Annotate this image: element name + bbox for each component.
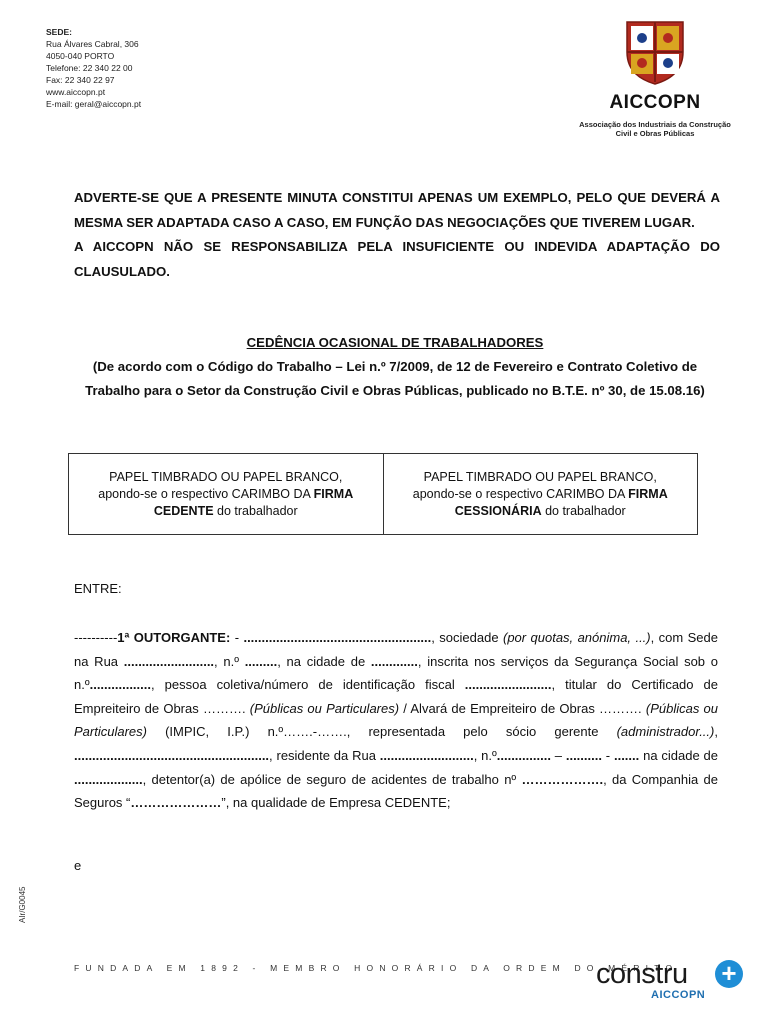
first-party-paragraph	[74, 626, 718, 815]
document-title: CEDÊNCIA OCASIONAL DE TRABALHADORES	[246, 335, 544, 350]
clause-text: , residente da Rua	[269, 747, 380, 763]
fill-blank: .............	[370, 653, 418, 669]
clause-text: (IMPIC, I.P.) n.º…….-……., representada pelo sócio gerente	[146, 724, 617, 740]
fill-blank: ...................	[74, 771, 143, 787]
coat-of-arms-icon	[613, 18, 697, 86]
letterhead-boxes	[68, 453, 698, 535]
clause-text: ,	[714, 724, 718, 740]
fill-blank: .................	[89, 677, 151, 693]
fill-blank: ........................	[464, 677, 552, 693]
logo-subtitle-line1: Associação dos Industriais da Construção	[579, 120, 731, 129]
clause-italic: (Públicas ou Particulares)	[249, 700, 400, 716]
document-title-block	[70, 331, 720, 403]
box-bold: CEDENTE	[153, 504, 214, 518]
clause-text: , pessoa coletiva/número de identificação fiscal	[151, 677, 465, 693]
fill-blank: ..........	[565, 747, 602, 763]
box-line: do trabalhador	[213, 504, 298, 518]
fill-blank: ...............	[496, 747, 551, 763]
box-line: PAPEL TIMBRADO OU PAPEL BRANCO,	[109, 470, 343, 484]
box-bold: CESSIONÁRIA	[454, 504, 542, 518]
clause-text: , n.º	[214, 653, 245, 669]
logo-subtitle-line2: Civil e Obras Públicas	[615, 129, 695, 138]
plus-icon: +	[715, 960, 743, 988]
letterhead-box-cedente	[69, 454, 383, 534]
box-line: apondo-se o respectivo CARIMBO DA	[98, 487, 314, 501]
clause-text: , da Companhia de Seguros “	[74, 771, 718, 811]
clause-text: , n.º	[473, 747, 497, 763]
clause-text: , inscrita nos serviços da Segurança Social sob o n.º	[74, 653, 718, 693]
warning-paragraph-2: A AICCOPN NÃO SE RESPONSABILIZA PELA INSUFICIENTE OU INDEVIDA ADAPTAÇÃO DO CLAUSULADO.	[74, 239, 720, 279]
clause-italic: (por quotas, anónima, ...)	[502, 630, 651, 645]
constru-wordmark: constru	[596, 958, 688, 990]
sede-address-block	[46, 26, 141, 110]
clause-text: na cidade de	[639, 747, 718, 763]
fill-blank: .........	[244, 653, 278, 669]
sede-street: Rua Álvares Cabral, 306	[46, 39, 139, 49]
clause-text: / Alvará de Empreiteiro de Obras ……….	[399, 700, 646, 716]
first-party-clause	[74, 626, 718, 815]
fill-blank: ....................................................	[243, 630, 432, 645]
logo-subtitle	[560, 120, 750, 138]
sede-email: E-mail: geral@aiccopn.pt	[46, 99, 142, 109]
first-party-label: 1ª OUTORGANTE:	[117, 630, 231, 645]
constru-logo	[596, 958, 756, 1008]
entre-label: ENTRE:	[74, 581, 122, 596]
fill-blank: ……………….	[521, 771, 604, 787]
side-document-code: AIr/G0045	[18, 886, 27, 923]
box-bold: FIRMA	[628, 487, 668, 501]
clause-text: -	[601, 747, 614, 763]
clause-text: , sociedade	[431, 630, 503, 645]
box-line: PAPEL TIMBRADO OU PAPEL BRANCO,	[423, 470, 657, 484]
fill-blank: …………………	[130, 795, 222, 811]
letterhead-box-cessionaria	[383, 454, 698, 534]
logo-name: AICCOPN	[609, 92, 701, 113]
clause-italic: (administrador...)	[616, 724, 715, 740]
aiccopn-logo	[560, 18, 750, 143]
warning-paragraph-1: ADVERTE-SE QUE A PRESENTE MINUTA CONSTITUI APENAS UM EXEMPLO, PELO QUE DEVERÁ A MESMA SER ADAPTADA CASO A CASO, EM FUNÇÃO DAS NEGOCIAÇÕES QUE TIVEREM LUGAR.	[74, 190, 720, 230]
document-subtitle: (De acordo com o Código do Trabalho – Lei n.º 7/2009, de 12 de Fevereiro e Contrato Coletivo de Trabalho para o Setor da Construção Civil e Obras Públicas, publicado no B.T.E. nº 30, de 15.08.16)	[85, 359, 705, 398]
sede-postcode: 4050-040 PORTO	[46, 51, 115, 61]
sede-website: www.aiccopn.pt	[46, 87, 106, 97]
clause-text: , detentor(a) de apólice de seguro de acidentes de trabalho nº	[142, 771, 522, 787]
warning-notice	[74, 186, 720, 284]
fill-blank: ..........................	[379, 747, 474, 763]
box-bold: FIRMA	[313, 487, 354, 501]
clause-italic: (Públicas ou Particulares)	[74, 700, 718, 740]
footer-motto: FUNDADA EM 1892 - MEMBRO HONORÁRIO DA ORDEM DO MÉRITO	[74, 963, 679, 973]
box-line: apondo-se o respectivo CARIMBO DA	[412, 487, 629, 501]
constru-subtitle: AICCOPN	[651, 989, 706, 1001]
box-line: do trabalhador	[541, 504, 626, 518]
clause-text: ----------	[74, 630, 118, 645]
conjunction-e: e	[74, 858, 82, 873]
sede-phone: Telefone: 22 340 22 00	[46, 63, 133, 73]
fill-blank: ......................................................	[74, 747, 270, 763]
fill-blank: .......	[613, 747, 640, 763]
clause-text: ”, na qualidade de Empresa CEDENTE;	[221, 795, 451, 811]
sede-fax: Fax: 22 340 22 97	[46, 75, 115, 85]
fill-blank: .........................	[123, 653, 215, 669]
clause-text: , com Sede na Rua	[74, 630, 718, 669]
clause-text: , na cidade de	[277, 653, 371, 669]
sede-heading: SEDE:	[46, 27, 72, 37]
clause-text: , titular do Certificado de Empreiteiro de Obras ……….	[74, 677, 718, 716]
clause-text: –	[550, 747, 566, 763]
clause-text: -	[230, 630, 244, 645]
